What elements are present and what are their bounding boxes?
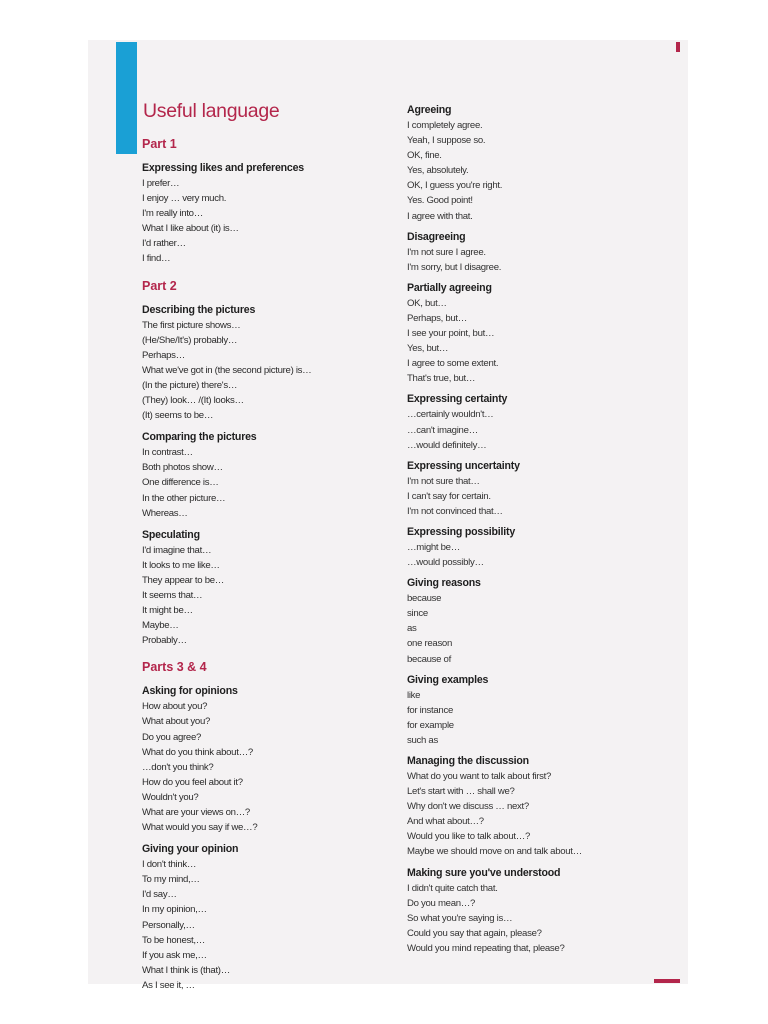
phrase-item: It looks to me like… [142, 559, 220, 571]
phrase-item: I'm really into… [142, 208, 204, 220]
part-2 [142, 279, 402, 649]
sections [407, 103, 677, 956]
phrase-item: Whereas… [142, 507, 188, 519]
phrase-item: Let's start with … shall we? [407, 786, 515, 798]
phrase-item: What we've got in (the second picture) is… [142, 364, 312, 376]
phrase-item: Personally,… [142, 919, 195, 931]
language-section [142, 161, 402, 267]
phrase-list [142, 699, 402, 835]
phrase-item: because [407, 593, 442, 605]
bottom-mark [654, 979, 680, 983]
phrase-item: I find… [142, 253, 171, 265]
page-title: Useful language [143, 100, 280, 122]
section-heading: Expressing uncertainty [407, 459, 520, 472]
parts-3-4 [142, 660, 402, 993]
section-heading: Partially agreeing [407, 281, 492, 294]
phrase-item: To be honest,… [142, 934, 205, 946]
phrase-item: I'm sorry, but I disagree. [407, 261, 502, 273]
phrase-item: What are your views on…? [142, 807, 250, 818]
phrase-item: …certainly wouldn't… [407, 409, 494, 421]
phrase-item: Both photos show… [142, 462, 223, 474]
section-heading: Expressing certainty [407, 393, 508, 406]
part-heading: Parts 3 & 4 [142, 660, 207, 675]
phrase-list [407, 769, 677, 860]
phrase-list [142, 445, 402, 520]
phrase-item: As I see it, … [142, 979, 195, 991]
phrase-item: Perhaps… [142, 349, 185, 361]
phrase-item: I'm not sure I agree. [407, 246, 486, 258]
phrase-list [407, 591, 677, 666]
sections [142, 684, 402, 993]
phrase-list [407, 245, 677, 275]
phrase-item: Perhaps, but… [407, 312, 468, 324]
phrase-item: …don't you think? [142, 761, 214, 773]
section-heading: Expressing possibility [407, 525, 516, 538]
phrase-item: If you ask me,… [142, 949, 207, 961]
phrase-item: It might be… [142, 605, 193, 617]
phrase-item: And what about…? [407, 816, 484, 828]
phrase-item: like [407, 689, 421, 701]
phrase-list [407, 540, 677, 570]
phrase-item: I can't say for certain. [407, 490, 491, 502]
section-heading: Giving your opinion [142, 843, 239, 856]
phrase-item: for example [407, 719, 454, 731]
phrase-item: OK, fine. [407, 150, 442, 162]
phrase-item: What do you think about…? [142, 746, 253, 758]
phrase-item: such as [407, 734, 438, 746]
phrase-list [407, 407, 677, 452]
section-heading: Describing the pictures [142, 303, 256, 316]
phrase-item: I'd imagine that… [142, 544, 212, 556]
phrase-item: Would you mind repeating that, please? [407, 942, 565, 954]
phrase-item: To my mind,… [142, 874, 200, 886]
phrase-list [142, 318, 402, 424]
phrase-item: How about you? [142, 701, 208, 713]
language-section [407, 525, 677, 570]
phrase-item: …can't imagine… [407, 424, 478, 436]
phrase-item: …would possibly… [407, 557, 484, 569]
language-section [142, 303, 402, 424]
phrase-list [142, 176, 402, 267]
phrase-item: I'd say… [142, 889, 177, 901]
phrase-item: I completely agree. [407, 120, 483, 131]
section-heading: Disagreeing [407, 230, 466, 243]
language-section [142, 842, 402, 993]
phrase-item: I see your point, but… [407, 328, 495, 340]
phrase-item: Do you agree? [142, 731, 202, 743]
phrase-item: In my opinion,… [142, 904, 207, 916]
phrase-item: I'm not sure that… [407, 475, 480, 487]
language-section [407, 459, 677, 519]
language-section [407, 576, 677, 666]
phrase-item: …might be… [407, 541, 460, 553]
phrase-item: I'm not convinced that… [407, 505, 503, 517]
phrase-item: In contrast… [142, 447, 193, 459]
phrase-item: What I like about (it) is… [142, 223, 239, 235]
phrase-item: That's true, but… [407, 373, 476, 385]
phrase-item: because of [407, 653, 451, 665]
phrase-list [142, 543, 402, 649]
phrase-item: The first picture shows… [142, 319, 241, 331]
phrase-item: since [407, 608, 428, 620]
language-section [407, 673, 677, 748]
phrase-item: Probably… [142, 635, 187, 647]
phrase-item: I prefer… [142, 178, 180, 189]
language-section [407, 866, 677, 956]
phrase-item: How do you feel about it? [142, 776, 243, 788]
phrase-item: They appear to be… [142, 574, 225, 586]
section-heading: Asking for opinions [142, 685, 238, 698]
phrase-list [142, 857, 402, 993]
section-heading: Agreeing [407, 104, 452, 116]
section-heading: Expressing likes and preferences [142, 162, 305, 174]
phrase-item: What do you want to talk about first? [407, 771, 552, 782]
phrase-item: for instance [407, 704, 453, 716]
phrase-list [407, 881, 677, 956]
language-section [142, 684, 402, 835]
phrase-item: Yeah, I suppose so. [407, 135, 486, 147]
phrase-item: Yes, absolutely. [407, 165, 469, 177]
phrase-item: I enjoy … very much. [142, 193, 227, 205]
phrase-item: I agree with that. [407, 210, 473, 222]
phrase-item: Maybe… [142, 620, 179, 632]
phrase-list [407, 688, 677, 748]
phrase-item: OK, but… [407, 297, 447, 309]
phrase-item: Do you mean…? [407, 897, 476, 909]
phrase-item: In the other picture… [142, 492, 226, 504]
phrase-item: Could you say that again, please? [407, 927, 542, 939]
section-heading: Making sure you've understood [407, 866, 561, 879]
phrase-item: (They) look… /(It) looks… [142, 395, 244, 407]
language-section [407, 392, 677, 452]
phrase-item: So what you're saying is… [407, 912, 513, 924]
language-section [142, 430, 402, 520]
phrase-item: (He/She/It's) probably… [142, 334, 238, 346]
section-heading: Giving reasons [407, 577, 481, 590]
phrase-item: Would you like to talk about…? [407, 831, 531, 843]
phrase-item: Why don't we discuss … next? [407, 801, 529, 813]
phrase-item: Yes, but… [407, 343, 449, 355]
language-section [407, 754, 677, 860]
phrase-list [407, 296, 677, 387]
part-1 [142, 137, 402, 267]
phrase-item: OK, I guess you're right. [407, 180, 503, 192]
phrase-item: I don't think… [142, 859, 197, 871]
phrase-item: one reason [407, 638, 453, 650]
phrase-item: One difference is… [142, 477, 219, 489]
sections [142, 303, 402, 649]
phrase-item: (In the picture) there's… [142, 379, 238, 391]
phrase-item: It seems that… [142, 589, 203, 601]
section-heading: Giving examples [407, 673, 489, 686]
phrase-item: I'd rather… [142, 238, 186, 250]
phrase-item: What about you? [142, 716, 211, 728]
phrase-item: Maybe we should move on and talk about… [407, 846, 582, 858]
phrase-list [407, 474, 677, 519]
phrase-item: Wouldn't you? [142, 791, 199, 803]
language-section [407, 230, 677, 275]
language-section [407, 281, 677, 387]
sections [142, 161, 402, 267]
part-heading: Part 2 [142, 278, 177, 293]
part-heading: Part 1 [142, 137, 177, 151]
phrase-list [407, 118, 677, 224]
phrase-item: I didn't quite catch that. [407, 882, 498, 894]
phrase-item: …would definitely… [407, 439, 487, 451]
phrase-item: What would you say if we…? [142, 822, 258, 834]
left-column [142, 100, 402, 1000]
accent-bar [116, 42, 137, 154]
section-heading: Managing the discussion [407, 755, 529, 767]
section-heading: Speculating [142, 528, 200, 541]
phrase-item: I agree to some extent. [407, 358, 499, 370]
phrase-item: Yes. Good point! [407, 195, 473, 207]
language-section [142, 528, 402, 649]
phrase-item: as [407, 623, 417, 635]
section-heading: Comparing the pictures [142, 431, 257, 444]
right-column [407, 103, 677, 962]
corner-mark [676, 42, 680, 52]
language-section [407, 103, 677, 224]
phrase-item: What I think is (that)… [142, 964, 230, 976]
phrase-item: (It) seems to be… [142, 410, 214, 422]
